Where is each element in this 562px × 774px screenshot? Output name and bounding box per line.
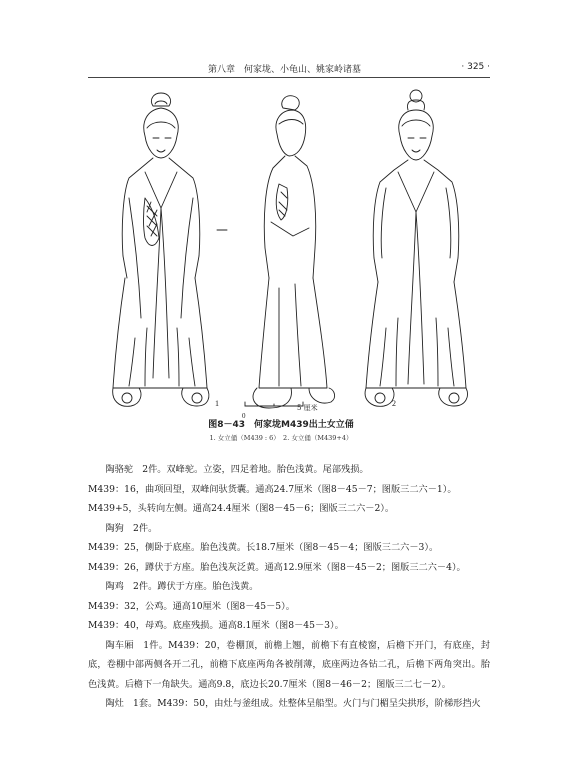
scale-bar [245,402,303,406]
paragraph-chicken-m439-32: M439：32，公鸡。通高10厘米（图8－45－5）。 [88,600,295,612]
chapter-title: 第八章 何家垅、小龟山、姚家岭诸墓 [208,65,362,75]
paragraph-dog-m439-26: M439：26，蹲伏于方座。胎色浅灰泛黄。通高12.9厘米（图8－45－2；图版三二六－4）。 [88,561,466,573]
figurine-3-front [365,90,467,406]
paragraph-dog-m439-25: M439：25，侧卧于底座。胎色浅黄。长18.7厘米（图8－45－4；图版三二六－3）。 [88,542,439,553]
figurine-line-drawing [95,88,485,422]
figure-caption-subtitle: 1. 女立俑（M439 : 6） 2. 女立俑（M439+4） [209,434,353,442]
paragraph-stove: 陶灶 1套。M439：50，由灶与釜组成。灶整体呈船型。火门与门楣呈尖拱形，阶梯形挡火 [105,698,481,709]
header-rule [88,77,490,78]
paragraph-chicken-heading: 陶鸡 2件。蹲伏于方座。胎色浅黄。 [105,581,259,592]
figurine-2-profile [253,96,335,408]
scale-label-zero: 0 [242,412,246,420]
paragraph-chicken-m439-40: M439：40，母鸡。底座残损。通高8.1厘米（图8－45－3）。 [88,620,344,631]
paragraph-camel-m439-16: M439：16，曲项回望，双峰间驮货囊。通高24.7厘米（图8－45－7；图版三二六－1）。 [88,483,457,495]
paragraph-camel-m439-5: M439+5，头转向左侧。通高24.4厘米（图8－45－6；图版三二六－2）。 [88,503,395,514]
figurine-1-front [113,93,209,406]
figure-caption-title: 图8－43 何家垅M439出土女立俑 [208,420,354,430]
page-number: · 325 · [461,62,490,72]
running-header [88,62,490,76]
paragraph-carriage: 陶车厢 1件。M439：20，卷棚顶，前檐上翘，前檐下有直棱窗，后檐下开门，有底座，封底，卷棚中部两侧各开二孔，前檐下底座两角各被削薄，底座两边各钻二孔，后檐下两角突出。胎色浅黄。后檐下一角缺失。通高9.8，底边长20.7厘米（图8－46－2；图版三二七－2）。 [88,639,490,690]
body-text [88,460,490,714]
figure-label-2: 2 [392,399,396,408]
paragraph-dog-heading: 陶狗 2件。 [105,522,158,534]
figure-label-1: 1 [215,399,219,408]
scale-label-five: 5 厘米 [297,404,318,412]
figurine-figure [95,88,485,422]
paragraph-camel-heading: 陶骆驼 2件。双峰驼。立姿，四足着地。胎色浅黄。尾部残损。 [105,464,369,475]
